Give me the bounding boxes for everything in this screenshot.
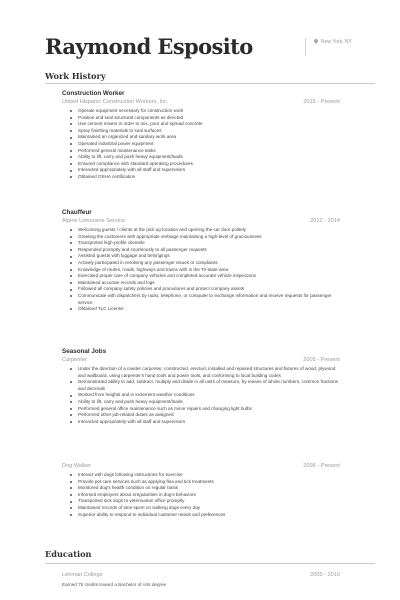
work-history-divider bbox=[45, 83, 375, 84]
education-dates: 2005 - 2010 bbox=[310, 572, 340, 578]
education-school: Lehman College bbox=[62, 572, 103, 578]
bullet-item: Ensured compliance with standard operating procedures bbox=[78, 161, 340, 168]
job-bullets bbox=[62, 108, 340, 181]
bullet-item: Worked from heights and in inclement weather conditions bbox=[78, 392, 340, 399]
bullet-item: Superior ability to respond to individual customer needs and preferences bbox=[78, 512, 340, 519]
contact-info bbox=[305, 38, 365, 56]
bullet-item: Exercised proper care of company vehicles and completed accurate vehicle inspections bbox=[78, 273, 340, 280]
job-org-line bbox=[62, 217, 340, 226]
work-history-heading: Work History bbox=[45, 71, 106, 81]
job-bullets bbox=[62, 472, 340, 518]
bullet-item: Under the direction of a master carpenter, constructed, erected, installed and repaired structures and fixtures of wood, plywood and wallboard, using carpenter's hand tools and power tools, and conforming to local building codes bbox=[78, 366, 340, 379]
resume-header bbox=[45, 34, 375, 64]
bullet-item: Operated industrial power equipment bbox=[78, 141, 340, 148]
education-entry bbox=[62, 571, 340, 588]
bullet-item: Transported high-profile clientele bbox=[78, 240, 340, 247]
education-org-line bbox=[62, 571, 340, 580]
education-divider bbox=[45, 563, 375, 564]
job-role: Construction Worker bbox=[62, 90, 125, 97]
location-text: New York, NY bbox=[321, 39, 352, 45]
bullet-item: Maintained records of time spent on walking dogs every day bbox=[78, 505, 340, 512]
seasonal-jobs bbox=[62, 347, 340, 425]
job-dates: 2006 - Present bbox=[303, 463, 340, 469]
bullet-item: Assisted guests with luggage and belongings bbox=[78, 253, 340, 260]
bullet-item: Interact with dogs following instructions for exercise bbox=[78, 472, 340, 479]
bullet-item: Maintained an organized and sanitary work area bbox=[78, 134, 340, 141]
candidate-name: Raymond Esposito bbox=[45, 34, 253, 59]
seasonal-title: Seasonal Jobs bbox=[62, 348, 107, 355]
bullet-item: Demonstrated ability to add, subtract, multiply and divide in all units of measure, by means of whole numbers, common fractions and decimals bbox=[78, 379, 340, 392]
job-org: Dog Walker bbox=[62, 463, 92, 469]
job-dates: 2012 - 2014 bbox=[310, 218, 340, 224]
job-org: Carpenter bbox=[62, 357, 87, 363]
bullet-item: Transported sick dogs to veterinarian office promptly bbox=[78, 498, 340, 505]
bullet-item: Greeting the customers with appropriate verbiage maintaining a high-level of graciousness bbox=[78, 234, 340, 241]
bullet-item: Performed general office maintenance such as minor repairs and changing light bulbs bbox=[78, 406, 340, 413]
job-org-line bbox=[62, 462, 340, 471]
bullet-item: Performed other job-related duties as assigned bbox=[78, 412, 340, 419]
bullet-item: Communicate with dispatchers by radio, telephone, or computer to exchange information and receive requests for passenger service bbox=[78, 293, 340, 306]
bullet-item: Position and seal structural components as directed bbox=[78, 115, 340, 122]
bullet-item: Followed all company safety policies and procedures and protect company assets bbox=[78, 286, 340, 293]
location-pin-icon bbox=[314, 39, 318, 44]
bullet-item: Actively participated in resolving any passenger issues or complaints bbox=[78, 260, 340, 267]
job-bullets bbox=[62, 366, 340, 425]
job-chauffeur bbox=[62, 208, 340, 313]
job-org: United Hispanic Construction Workers, Inc. bbox=[62, 99, 169, 105]
education-heading: Education bbox=[45, 549, 92, 559]
job-dog-walker bbox=[62, 462, 340, 518]
bullet-item: Use cement mixers in order to mix, pour and spread concrete bbox=[78, 121, 340, 128]
bullet-item: Operate equipment necessary for construction work bbox=[78, 108, 340, 115]
job-org-line bbox=[62, 98, 340, 107]
bullet-item: Provide pet care services such as applying flea and tick treatments bbox=[78, 479, 340, 486]
job-bullets bbox=[62, 227, 340, 313]
bullet-item: Ability to lift, carry and push heavy equipment/loads bbox=[78, 154, 340, 161]
job-construction-worker bbox=[62, 89, 340, 181]
bullet-item: Spray finishing materials to seal surfaces bbox=[78, 128, 340, 135]
bullet-item: Obtained OSHA certification bbox=[78, 174, 340, 181]
bullet-item: Interacted appropriately with all staff and supervisors bbox=[78, 419, 340, 426]
bullet-item: Welcoming guests / clients at the pick up location and opening the car door politely bbox=[78, 227, 340, 234]
bullet-item: Informed employers about irregularities in dog's behaviors bbox=[78, 492, 340, 499]
education-note: Earned 75 credits toward a Bachelor of Arts degree bbox=[62, 582, 167, 587]
bullet-item: Monitored dog's health condition on regular basis bbox=[78, 485, 340, 492]
bullet-item: Interacted appropriately with all staff and supervisors bbox=[78, 167, 340, 174]
bullet-item: Maintained accurate records and logs bbox=[78, 280, 340, 287]
job-dates: 2015 - Present bbox=[303, 99, 340, 105]
bullet-item: Obtained TLC License bbox=[78, 306, 340, 313]
bullet-item: Responded promptly and courteously to all passenger requests bbox=[78, 247, 340, 254]
job-org-line bbox=[62, 356, 340, 365]
bullet-item: Ability to lift, carry and push heavy equipment/loads bbox=[78, 399, 340, 406]
job-dates: 2005 - Present bbox=[303, 357, 340, 363]
bullet-item: Performed general maintenance tasks bbox=[78, 148, 340, 155]
bullet-item: Knowledge of routes, roads, highways and towns with in the Tri-state area bbox=[78, 267, 340, 274]
job-role: Chauffeur bbox=[62, 209, 92, 216]
job-org: Alpine Limousine Service bbox=[62, 218, 125, 224]
